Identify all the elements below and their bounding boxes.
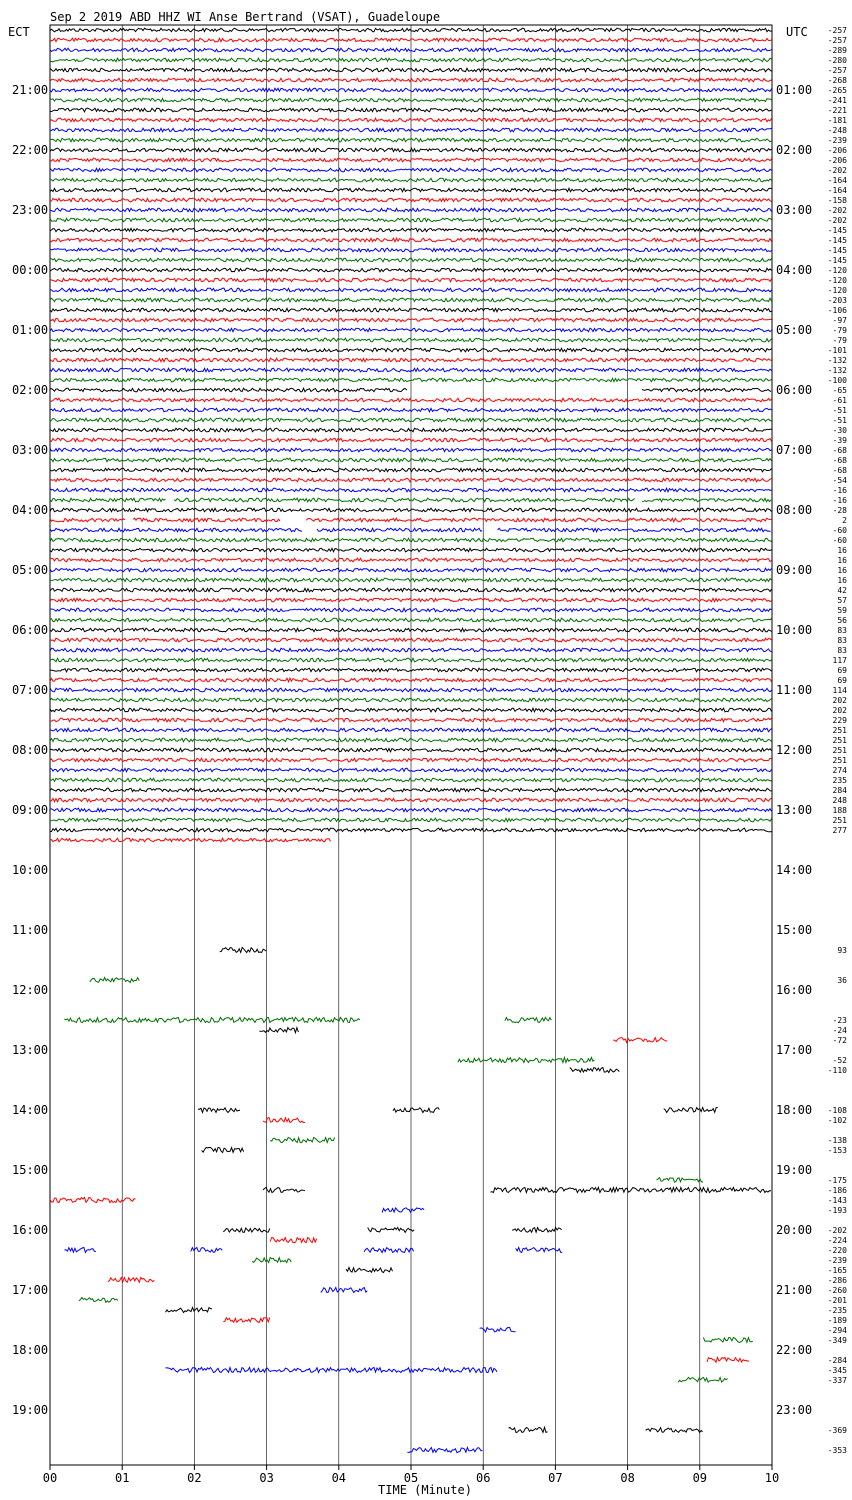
event-trace bbox=[703, 1337, 753, 1342]
left-hour-label: 21:00 bbox=[12, 83, 49, 97]
left-hour-label: 01:00 bbox=[12, 323, 49, 337]
minute-grid bbox=[50, 25, 772, 1470]
event-offset-label: -23 bbox=[832, 1016, 847, 1025]
right-hour-label: 09:00 bbox=[776, 563, 813, 577]
row-offset-label: -280 bbox=[827, 56, 847, 65]
right-hour-label: 04:00 bbox=[776, 263, 813, 277]
right-hour-label: 06:00 bbox=[776, 383, 813, 397]
trace-row bbox=[50, 518, 125, 522]
row-offset-label: -132 bbox=[827, 366, 847, 375]
right-hour-label: 19:00 bbox=[776, 1163, 813, 1177]
row-offset-label: 202 bbox=[832, 706, 847, 715]
row-offset-label: -30 bbox=[832, 426, 847, 435]
x-tick-label: 03 bbox=[259, 1471, 274, 1485]
left-hour-label: 09:00 bbox=[12, 803, 49, 817]
event-trace bbox=[166, 1367, 498, 1372]
right-hour-label: 11:00 bbox=[776, 683, 813, 697]
row-offset-label: -206 bbox=[827, 156, 847, 165]
right-hour-label: 15:00 bbox=[776, 923, 813, 937]
row-offset-label: 59 bbox=[837, 606, 847, 615]
event-offset-label: -138 bbox=[827, 1136, 847, 1145]
event-offset-label: -345 bbox=[827, 1366, 847, 1375]
axis-labels bbox=[12, 26, 847, 1485]
row-offset-label: -248 bbox=[827, 126, 847, 135]
event-trace bbox=[166, 1308, 213, 1313]
event-trace bbox=[490, 1187, 771, 1192]
row-offset-label: 114 bbox=[832, 686, 847, 695]
left-hour-label: 00:00 bbox=[12, 263, 49, 277]
event-offset-label: -349 bbox=[827, 1336, 847, 1345]
event-trace bbox=[191, 1248, 223, 1253]
event-trace bbox=[223, 1317, 269, 1322]
row-offset-label: 251 bbox=[832, 726, 847, 735]
row-offset-label: 69 bbox=[837, 666, 847, 675]
row-offset-label: -51 bbox=[832, 406, 847, 415]
row-offset-label: 202 bbox=[832, 696, 847, 705]
row-offset-label: -203 bbox=[827, 296, 847, 305]
event-trace bbox=[393, 1108, 440, 1113]
row-offset-label: -68 bbox=[832, 446, 847, 455]
event-trace bbox=[270, 1238, 317, 1243]
left-hour-label: 16:00 bbox=[12, 1223, 49, 1237]
row-offset-label: 56 bbox=[837, 616, 847, 625]
row-offset-label: -61 bbox=[832, 396, 847, 405]
trace-row bbox=[50, 498, 166, 502]
x-tick-label: 09 bbox=[692, 1471, 708, 1485]
right-hour-label: 17:00 bbox=[776, 1043, 813, 1057]
event-offset-label: -52 bbox=[832, 1056, 847, 1065]
event-trace bbox=[202, 1147, 244, 1152]
row-offset-label: -145 bbox=[827, 226, 847, 235]
event-offset-label: -337 bbox=[827, 1376, 847, 1385]
row-offset-label: -60 bbox=[832, 526, 847, 535]
row-offset-label: 117 bbox=[832, 656, 847, 665]
row-offset-label: -145 bbox=[827, 236, 847, 245]
event-trace bbox=[198, 1108, 240, 1113]
event-offset-label: -102 bbox=[827, 1116, 847, 1125]
x-tick-label: 04 bbox=[331, 1471, 347, 1485]
trace-row bbox=[317, 528, 482, 532]
event-trace bbox=[570, 1068, 620, 1073]
row-offset-label: 83 bbox=[837, 636, 847, 645]
row-offset-label: -239 bbox=[827, 136, 847, 145]
row-offset-label: -257 bbox=[827, 36, 847, 45]
row-offset-label: -79 bbox=[832, 326, 847, 335]
event-offset-label: -294 bbox=[827, 1326, 847, 1335]
row-offset-label: -257 bbox=[827, 66, 847, 75]
event-offset-label: -239 bbox=[827, 1256, 847, 1265]
row-offset-label: 42 bbox=[837, 586, 847, 595]
row-offset-label: 229 bbox=[832, 716, 847, 725]
row-offset-label: -97 bbox=[832, 316, 847, 325]
event-trace bbox=[79, 1298, 118, 1303]
event-offset-label: 36 bbox=[837, 976, 847, 985]
event-offset-label: -110 bbox=[827, 1066, 847, 1075]
trace-row bbox=[642, 388, 771, 392]
right-hour-label: 05:00 bbox=[776, 323, 813, 337]
left-hour-label: 12:00 bbox=[12, 983, 49, 997]
row-offset-label: -16 bbox=[832, 496, 847, 505]
left-hour-label: 10:00 bbox=[12, 863, 49, 877]
row-offset-label: -221 bbox=[827, 106, 847, 115]
event-offset-label: -143 bbox=[827, 1196, 847, 1205]
right-hour-label: 12:00 bbox=[776, 743, 813, 757]
row-offset-label: -241 bbox=[827, 96, 847, 105]
event-trace bbox=[263, 1187, 305, 1192]
row-offset-label: -268 bbox=[827, 76, 847, 85]
right-hour-label: 02:00 bbox=[776, 143, 813, 157]
event-offset-label: -165 bbox=[827, 1266, 847, 1275]
left-hour-label: 03:00 bbox=[12, 443, 49, 457]
trace-row bbox=[642, 498, 771, 502]
row-offset-label: -132 bbox=[827, 356, 847, 365]
event-offset-label: 93 bbox=[837, 946, 847, 955]
row-offset-label: -28 bbox=[832, 506, 847, 515]
event-offset-label: -260 bbox=[827, 1286, 847, 1295]
trace-row bbox=[306, 518, 771, 522]
row-offset-label: -181 bbox=[827, 116, 847, 125]
event-trace bbox=[223, 1228, 269, 1232]
left-hour-label: 22:00 bbox=[12, 143, 49, 157]
right-hour-label: 03:00 bbox=[776, 203, 813, 217]
event-offset-label: -284 bbox=[827, 1356, 847, 1365]
row-offset-label: -289 bbox=[827, 46, 847, 55]
event-offset-label: -186 bbox=[827, 1186, 847, 1195]
right-hour-label: 21:00 bbox=[776, 1283, 813, 1297]
trace-row bbox=[50, 388, 407, 392]
right-timezone-label: UTC bbox=[786, 25, 808, 39]
event-trace bbox=[646, 1428, 703, 1433]
row-offset-label: 248 bbox=[832, 796, 847, 805]
left-hour-label: 19:00 bbox=[12, 1403, 49, 1417]
x-tick-label: 05 bbox=[403, 1471, 419, 1485]
event-offset-label: -175 bbox=[827, 1176, 847, 1185]
event-trace bbox=[108, 1278, 155, 1283]
right-hour-label: 08:00 bbox=[776, 503, 813, 517]
row-offset-label: 69 bbox=[837, 676, 847, 685]
event-trace bbox=[263, 1118, 305, 1123]
event-trace bbox=[64, 1247, 96, 1252]
event-trace bbox=[382, 1208, 424, 1213]
row-offset-label: -16 bbox=[832, 486, 847, 495]
event-trace bbox=[220, 947, 267, 952]
event-trace bbox=[252, 1258, 291, 1263]
row-offset-label: 251 bbox=[832, 736, 847, 745]
right-hour-label: 18:00 bbox=[776, 1103, 813, 1117]
row-offset-label: 57 bbox=[837, 596, 847, 605]
row-offset-label: 251 bbox=[832, 746, 847, 755]
row-offset-label: -65 bbox=[832, 386, 847, 395]
event-trace bbox=[657, 1178, 704, 1183]
event-trace bbox=[64, 1017, 360, 1022]
left-hour-label: 06:00 bbox=[12, 623, 49, 637]
trace-row bbox=[174, 498, 635, 502]
row-offset-label: -265 bbox=[827, 86, 847, 95]
left-hour-label: 17:00 bbox=[12, 1283, 49, 1297]
row-offset-label: -120 bbox=[827, 276, 847, 285]
row-offset-label: 251 bbox=[832, 816, 847, 825]
row-offset-label: -164 bbox=[827, 186, 847, 195]
row-offset-label: 274 bbox=[832, 766, 847, 775]
right-hour-label: 16:00 bbox=[776, 983, 813, 997]
trace-row bbox=[498, 528, 771, 532]
event-offset-label: -202 bbox=[827, 1226, 847, 1235]
x-tick-label: 06 bbox=[475, 1471, 491, 1485]
right-hour-label: 07:00 bbox=[776, 443, 813, 457]
chart-title: Sep 2 2019 ABD HHZ WI Anse Bertrand (VSAT), Guadeloupe bbox=[50, 10, 441, 24]
row-offset-label: 277 bbox=[832, 826, 847, 835]
event-trace bbox=[509, 1427, 548, 1432]
row-offset-label: 83 bbox=[837, 626, 847, 635]
trace-row bbox=[50, 528, 302, 532]
event-offset-label: -201 bbox=[827, 1296, 847, 1305]
row-offset-label: -54 bbox=[832, 476, 847, 485]
row-offset-label: -206 bbox=[827, 146, 847, 155]
row-offset-label: -100 bbox=[827, 376, 847, 385]
row-offset-label: 188 bbox=[832, 806, 847, 815]
right-hour-label: 13:00 bbox=[776, 803, 813, 817]
event-offset-label: -353 bbox=[827, 1446, 847, 1455]
row-offset-label: -39 bbox=[832, 436, 847, 445]
x-tick-label: 01 bbox=[114, 1471, 130, 1485]
left-hour-label: 13:00 bbox=[12, 1043, 49, 1057]
right-hour-label: 20:00 bbox=[776, 1223, 813, 1237]
row-offset-label: 284 bbox=[832, 786, 847, 795]
row-offset-label: -79 bbox=[832, 336, 847, 345]
x-tick-label: 07 bbox=[548, 1471, 563, 1485]
event-trace bbox=[678, 1377, 728, 1382]
trace-row bbox=[50, 838, 331, 842]
event-trace bbox=[407, 1448, 482, 1453]
row-offset-label: -158 bbox=[827, 196, 847, 205]
x-tick-label: 08 bbox=[620, 1471, 635, 1485]
right-hour-label: 10:00 bbox=[776, 623, 813, 637]
event-trace bbox=[707, 1358, 749, 1363]
event-offset-label: -235 bbox=[827, 1306, 847, 1315]
left-hour-label: 08:00 bbox=[12, 743, 49, 757]
row-offset-label: 16 bbox=[837, 556, 847, 565]
right-hour-label: 23:00 bbox=[776, 1403, 813, 1417]
row-offset-label: -145 bbox=[827, 246, 847, 255]
left-hour-label: 02:00 bbox=[12, 383, 49, 397]
event-trace bbox=[480, 1327, 516, 1332]
event-trace bbox=[90, 978, 140, 983]
row-offset-label: 83 bbox=[837, 646, 847, 655]
x-tick-label: 10 bbox=[764, 1471, 780, 1485]
row-offset-label: 235 bbox=[832, 776, 847, 785]
row-offset-label: -101 bbox=[827, 346, 847, 355]
event-offset-label: -108 bbox=[827, 1106, 847, 1115]
row-offset-label: 16 bbox=[837, 576, 847, 585]
event-trace bbox=[346, 1268, 393, 1273]
event-trace bbox=[458, 1057, 595, 1062]
row-offset-label: -60 bbox=[832, 536, 847, 545]
left-hour-label: 14:00 bbox=[12, 1103, 49, 1117]
left-hour-label: 04:00 bbox=[12, 503, 49, 517]
event-offset-label: -189 bbox=[827, 1316, 847, 1325]
row-offset-label: -120 bbox=[827, 266, 847, 275]
event-trace bbox=[50, 1197, 136, 1202]
left-hour-label: 23:00 bbox=[12, 203, 49, 217]
left-hour-label: 07:00 bbox=[12, 683, 49, 697]
event-trace bbox=[505, 1017, 552, 1022]
row-offset-label: 16 bbox=[837, 546, 847, 555]
right-hour-label: 01:00 bbox=[776, 83, 813, 97]
right-hour-label: 14:00 bbox=[776, 863, 813, 877]
row-offset-label: -202 bbox=[827, 216, 847, 225]
row-offset-label: -106 bbox=[827, 306, 847, 315]
x-tick-label: 00 bbox=[42, 1471, 58, 1485]
left-hour-label: 11:00 bbox=[12, 923, 49, 937]
event-trace bbox=[613, 1038, 667, 1043]
x-tick-label: 02 bbox=[187, 1471, 202, 1485]
row-offset-label: -257 bbox=[827, 26, 847, 35]
event-offset-label: -224 bbox=[827, 1236, 847, 1245]
left-hour-label: 18:00 bbox=[12, 1343, 49, 1357]
row-offset-label: -51 bbox=[832, 416, 847, 425]
event-offset-label: -369 bbox=[827, 1426, 847, 1435]
row-offset-label: 251 bbox=[832, 756, 847, 765]
row-offset-label: -202 bbox=[827, 166, 847, 175]
row-offset-label: -68 bbox=[832, 466, 847, 475]
trace-row bbox=[133, 518, 280, 522]
right-hour-label: 22:00 bbox=[776, 1343, 813, 1357]
event-offset-label: -72 bbox=[832, 1036, 847, 1045]
event-trace bbox=[259, 1028, 298, 1033]
event-offset-label: -286 bbox=[827, 1276, 847, 1285]
row-offset-label: -68 bbox=[832, 456, 847, 465]
x-axis-label: TIME (Minute) bbox=[378, 1483, 472, 1497]
event-offset-label: -220 bbox=[827, 1246, 847, 1255]
event-trace bbox=[364, 1248, 414, 1253]
row-offset-label: -164 bbox=[827, 176, 847, 185]
left-hour-label: 05:00 bbox=[12, 563, 49, 577]
event-trace bbox=[512, 1228, 562, 1233]
left-timezone-label: ECT bbox=[8, 25, 30, 39]
row-offset-label: -145 bbox=[827, 256, 847, 265]
event-offset-label: -193 bbox=[827, 1206, 847, 1215]
row-offset-label: -202 bbox=[827, 206, 847, 215]
event-trace bbox=[270, 1138, 335, 1143]
event-offset-label: -153 bbox=[827, 1146, 847, 1155]
row-offset-label: -120 bbox=[827, 286, 847, 295]
left-hour-label: 15:00 bbox=[12, 1163, 49, 1177]
event-trace bbox=[368, 1228, 415, 1233]
event-trace bbox=[321, 1288, 368, 1293]
event-trace bbox=[664, 1108, 718, 1113]
row-offset-label: 2 bbox=[842, 516, 847, 525]
event-offset-label: -24 bbox=[832, 1026, 847, 1035]
row-offset-label: 16 bbox=[837, 566, 847, 575]
